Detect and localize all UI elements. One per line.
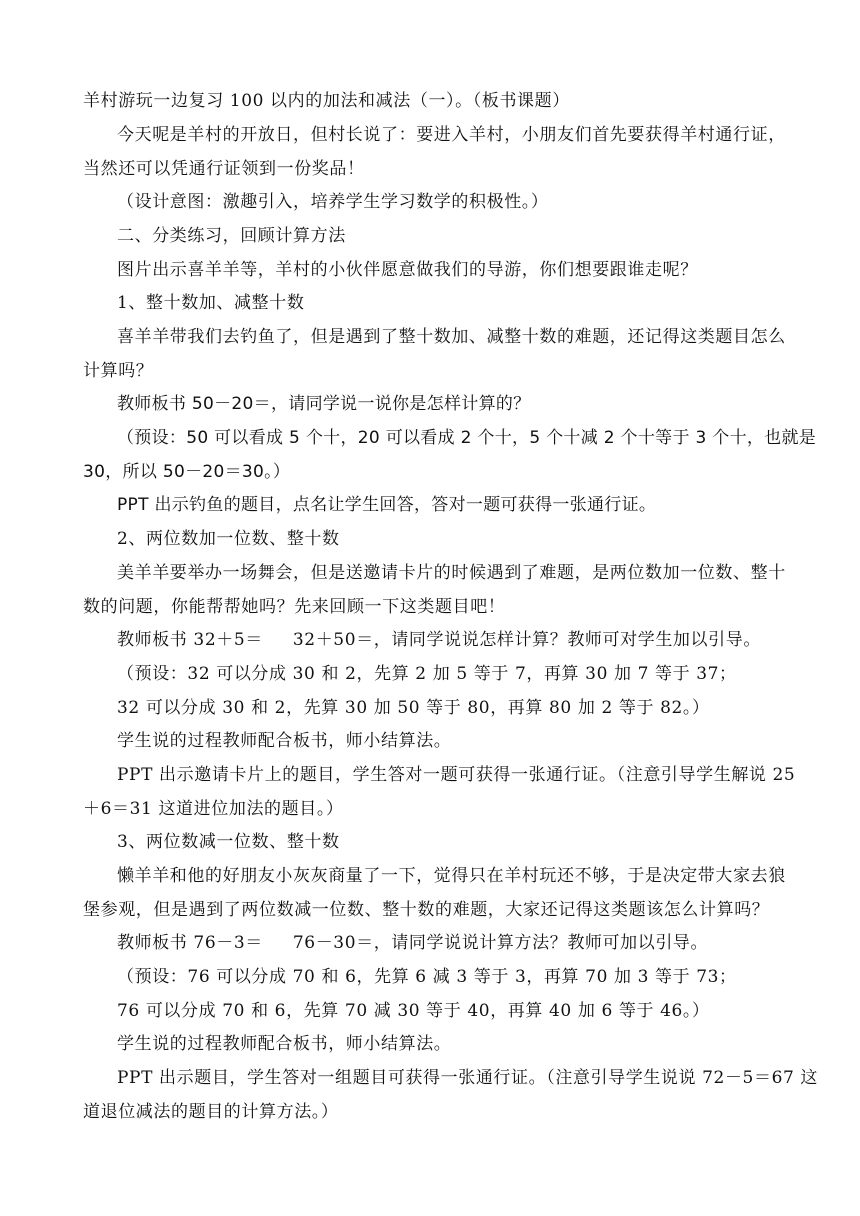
text-line: 图片出示喜羊羊等，羊村的小伙伴愿意做我们的导游，你们想要跟谁走呢？ bbox=[117, 260, 698, 280]
text-line: （预设：32 可以分成 30 和 2，先算 2 加 5 等于 7，再算 30 加 7 等于 37； bbox=[117, 664, 737, 684]
text-line: PPT 出示题目，学生答对一组题目可获得一张通行证。（注意引导学生说说 72－5＝67 这 bbox=[117, 1068, 819, 1088]
board-expression: 32＋50＝，请同学说说怎样计算？教师可对学生加以引导。 bbox=[292, 630, 761, 650]
text-line: 今天呢是羊村的开放日，但村长说了：要进入羊村，小朋友们首先要获得羊村通行证， bbox=[117, 125, 786, 145]
text-line: 数的问题，你能帮帮她吗？先来回顾一下这类题目吧！ bbox=[83, 597, 506, 617]
text-line: 道退位减法的题目的计算方法。） bbox=[83, 1102, 339, 1122]
text-line bbox=[117, 629, 761, 651]
text-line: ＋6＝31 这道进位加法的题目。） bbox=[83, 799, 344, 819]
text-line: PPT 出示钓鱼的题目，点名让学生回答，答对一题可获得一张通行证。 bbox=[117, 495, 657, 515]
text-line: （预设：76 可以分成 70 和 6，先算 6 减 3 等于 3，再算 70 加 3 等于 73； bbox=[117, 967, 737, 987]
text-line: 76 可以分成 70 和 6，先算 70 减 30 等于 40，再算 40 加 6 等于 46。） bbox=[117, 1001, 710, 1021]
text-line: 学生说的过程教师配合板书，师小结算法。 bbox=[117, 731, 452, 751]
text-line: 羊村游玩一边复习 100 以内的加法和减法（一）。（板书课题） bbox=[83, 91, 570, 111]
text-line: PPT 出示邀请卡片上的题目，学生答对一题可获得一张通行证。（注意引导学生解说 25 bbox=[117, 765, 796, 785]
text-line: 30，所以 50－20＝30。） bbox=[83, 462, 291, 482]
board-expression: 教师板书 76－3＝ bbox=[117, 933, 263, 953]
text-line: 计算吗？ bbox=[83, 361, 154, 381]
text-line: 美羊羊要举办一场舞会，但是送邀请卡片的时候遇到了难题，是两位数加一位数、整十 bbox=[117, 563, 786, 583]
subsection-heading: 3、两位数减一位数、整十数 bbox=[117, 832, 340, 852]
text-line: 当然还可以凭通行证领到一份奖品！ bbox=[83, 159, 365, 179]
board-expression: 教师板书 32＋5＝ bbox=[117, 630, 263, 650]
text-line: 教师板书 50－20＝，请同学说一说你是怎样计算的？ bbox=[117, 394, 531, 414]
design-intent-note: （设计意图：激趣引入，培养学生学习数学的积极性。） bbox=[117, 192, 549, 212]
subsection-heading: 1、整十数加、减整十数 bbox=[117, 293, 305, 313]
board-expression: 76－30＝，请同学说说计算方法？教师可加以引导。 bbox=[292, 933, 709, 953]
subsection-heading: 2、两位数加一位数、整十数 bbox=[117, 529, 340, 549]
text-line: 懒羊羊和他的好朋友小灰灰商量了一下，觉得只在羊村玩还不够，于是决定带大家去狼 bbox=[117, 866, 786, 886]
section-heading: 二、分类练习，回顾计算方法 bbox=[117, 226, 346, 246]
text-line: 喜羊羊带我们去钓鱼了，但是遇到了整十数加、减整十数的难题，还记得这类题目怎么 bbox=[117, 327, 786, 347]
text-line: 堡参观，但是遇到了两位数减一位数、整十数的难题，大家还记得这类题该怎么计算吗？ bbox=[83, 900, 770, 920]
text-line: （预设：50 可以看成 5 个十，20 可以看成 2 个十，5 个十减 2 个十等于 3 个十，也就是 bbox=[117, 428, 817, 448]
text-line: 32 可以分成 30 和 2，先算 30 加 50 等于 80，再算 80 加 2 等于 82。） bbox=[117, 698, 710, 718]
text-line: 学生说的过程教师配合板书，师小结算法。 bbox=[117, 1034, 452, 1054]
text-line bbox=[117, 932, 708, 954]
